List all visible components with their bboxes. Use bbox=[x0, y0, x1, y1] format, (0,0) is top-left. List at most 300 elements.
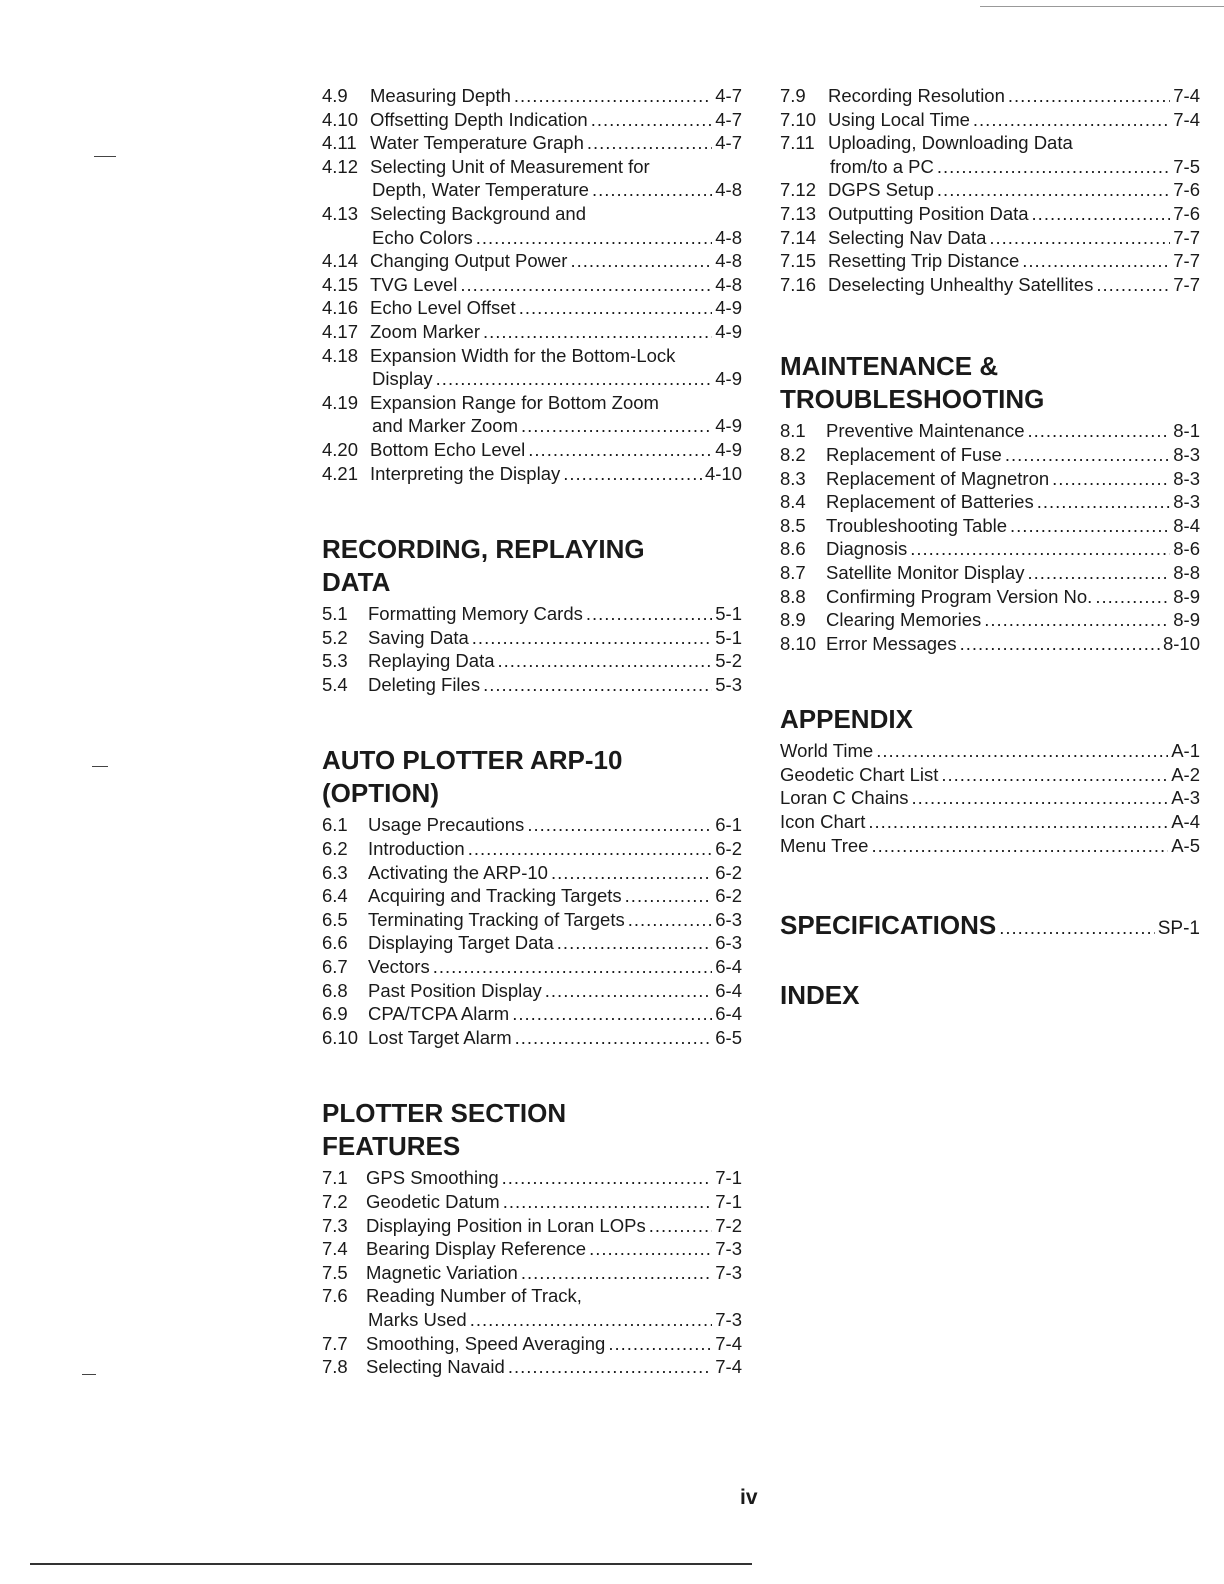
dot-leader bbox=[876, 739, 1168, 763]
toc-entry[interactable] bbox=[322, 391, 742, 438]
entry-title: Error Messages bbox=[826, 632, 957, 654]
entry-page: 6-3 bbox=[715, 908, 742, 930]
dot-leader bbox=[508, 1355, 712, 1379]
dot-leader bbox=[649, 1214, 713, 1238]
entry-page: 8-9 bbox=[1173, 609, 1200, 631]
entry-number: 7.5 bbox=[322, 1261, 348, 1283]
entry-title: Smoothing, Speed Averaging bbox=[366, 1332, 606, 1354]
dot-leader bbox=[937, 155, 1170, 179]
entry-number: 4.11 bbox=[322, 132, 357, 154]
toc-entry[interactable] bbox=[780, 131, 1200, 178]
dot-leader bbox=[973, 108, 1170, 132]
entry-title: and Marker Zoom bbox=[372, 415, 518, 437]
entry-title: Bottom Echo Level bbox=[370, 438, 526, 460]
dot-leader bbox=[589, 1237, 712, 1261]
entry-title: Formatting Memory Cards bbox=[368, 603, 583, 625]
toc-entry[interactable] bbox=[322, 602, 742, 626]
entry-number: 6.3 bbox=[322, 861, 348, 883]
dot-leader bbox=[591, 108, 713, 132]
dot-leader bbox=[470, 1308, 713, 1332]
toc-entry[interactable] bbox=[780, 810, 1200, 834]
entry-title: Using Local Time bbox=[828, 108, 970, 130]
dot-leader bbox=[586, 602, 712, 626]
entry-number: 7.10 bbox=[780, 108, 817, 130]
entry-number: 7.14 bbox=[780, 226, 817, 248]
dot-leader bbox=[868, 810, 1168, 834]
chapter4-list bbox=[322, 84, 742, 485]
entry-page: A-2 bbox=[1171, 763, 1200, 785]
entry-title: Preventive Maintenance bbox=[826, 420, 1025, 442]
entry-title: Terminating Tracking of Targets bbox=[368, 908, 625, 930]
section-appendix bbox=[780, 703, 1200, 857]
entry-number: 7.4 bbox=[322, 1238, 348, 1260]
entry-page: 8-1 bbox=[1173, 420, 1200, 442]
entry-title: Replaying Data bbox=[368, 650, 495, 672]
entry-title: Icon Chart bbox=[780, 811, 866, 833]
entry-number: 6.8 bbox=[322, 979, 348, 1001]
entry-number: 7.13 bbox=[780, 202, 817, 224]
plotter-list bbox=[322, 1166, 742, 1378]
entry-number: 4.20 bbox=[322, 438, 359, 460]
toc-entry[interactable] bbox=[322, 884, 742, 908]
toc-entry[interactable] bbox=[780, 443, 1200, 467]
entry-title: Marks Used bbox=[368, 1308, 467, 1330]
toc-entry[interactable] bbox=[322, 202, 742, 249]
entry-page: A-5 bbox=[1171, 834, 1200, 856]
dot-leader bbox=[587, 131, 712, 155]
entry-page: 4-8 bbox=[715, 226, 742, 248]
toc-entry[interactable] bbox=[322, 1214, 742, 1238]
entry-page: A-4 bbox=[1171, 811, 1200, 833]
toc-entry[interactable] bbox=[780, 561, 1200, 585]
entry-title: Zoom Marker bbox=[370, 320, 480, 342]
entry-title: Clearing Memories bbox=[826, 609, 982, 631]
toc-entry[interactable] bbox=[780, 608, 1200, 632]
dot-leader bbox=[1022, 249, 1170, 273]
entry-number: 4.10 bbox=[322, 108, 359, 130]
toc-entry[interactable] bbox=[322, 649, 742, 673]
entry-number: 7.12 bbox=[780, 179, 817, 201]
entry-page: 4-7 bbox=[715, 85, 742, 106]
toc-entry[interactable] bbox=[322, 1002, 742, 1026]
dot-leader bbox=[937, 178, 1170, 202]
dot-leader bbox=[460, 273, 712, 297]
toc-entry-specifications[interactable]: SPECIFICATIONS ..... SP-1 bbox=[780, 909, 1200, 945]
entry-page: 4-8 bbox=[715, 273, 742, 295]
toc-entry[interactable] bbox=[322, 1237, 742, 1261]
entry-title: Usage Precautions bbox=[368, 814, 525, 836]
section-heading: AUTO PLOTTER ARP-10 (OPTION) bbox=[322, 745, 623, 809]
entry-title: Depth, Water Temperature bbox=[372, 179, 589, 201]
entry-page: 6-1 bbox=[715, 814, 742, 836]
dot-leader bbox=[1096, 273, 1170, 297]
dot-leader bbox=[528, 438, 712, 462]
entry-title: GPS Smoothing bbox=[366, 1167, 499, 1189]
toc-entry[interactable] bbox=[780, 84, 1200, 108]
entry-page: 7-2 bbox=[715, 1214, 742, 1236]
entry-title: Replacement of Magnetron bbox=[826, 467, 1050, 489]
entry-title: Selecting Unit of Measurement for bbox=[370, 155, 650, 177]
section-heading: MAINTENANCE & TROUBLESHOOTING bbox=[780, 351, 1045, 415]
toc-left-column bbox=[322, 84, 742, 1379]
toc-entry[interactable] bbox=[322, 462, 742, 486]
toc-entry[interactable] bbox=[322, 108, 742, 132]
entry-title: Outputting Position Data bbox=[828, 202, 1029, 224]
toc-entry[interactable] bbox=[322, 813, 742, 837]
entry-page: 8-3 bbox=[1173, 443, 1200, 465]
entry-title: DGPS Setup bbox=[828, 179, 934, 201]
entry-number: 5.4 bbox=[322, 673, 348, 695]
toc-entry[interactable] bbox=[780, 763, 1200, 787]
entry-number: 8.2 bbox=[780, 443, 806, 465]
entry-title: Selecting Nav Data bbox=[828, 226, 987, 248]
dot-leader bbox=[984, 608, 1170, 632]
toc-entry[interactable] bbox=[780, 834, 1200, 858]
entry-page: 6-2 bbox=[715, 838, 742, 860]
appendix-list bbox=[780, 739, 1200, 857]
entry-number: 7.2 bbox=[322, 1191, 348, 1212]
dot-leader bbox=[563, 462, 702, 486]
entry-title: Measuring Depth bbox=[370, 85, 511, 106]
dot-leader bbox=[592, 178, 712, 202]
entry-title: Offsetting Depth Indication bbox=[370, 108, 588, 130]
toc-entry[interactable] bbox=[322, 979, 742, 1003]
entry-title: Selecting Background and bbox=[370, 202, 586, 224]
entry-number: 4.9 bbox=[322, 85, 348, 106]
entry-title: Magnetic Variation bbox=[366, 1261, 518, 1283]
entry-title: Saving Data bbox=[368, 626, 469, 648]
dot-leader bbox=[941, 763, 1168, 787]
entry-title: from/to a PC bbox=[830, 155, 934, 177]
bottom-rule bbox=[30, 1563, 752, 1565]
toc-entry[interactable] bbox=[780, 537, 1200, 561]
toc-entry[interactable] bbox=[322, 1261, 742, 1285]
entry-page: 4-9 bbox=[715, 320, 742, 342]
entry-title: Confirming Program Version No. bbox=[826, 585, 1093, 607]
dot-leader bbox=[433, 955, 713, 979]
entry-number: 5.2 bbox=[322, 626, 348, 648]
entry-title: Expansion Range for Bottom Zoom bbox=[370, 391, 659, 413]
toc-entry[interactable] bbox=[780, 585, 1200, 609]
entry-number: 6.9 bbox=[322, 1003, 348, 1025]
entry-number: 7.8 bbox=[322, 1356, 348, 1378]
dot-leader bbox=[521, 1261, 712, 1285]
toc-entry[interactable] bbox=[322, 131, 742, 155]
entry-title: Changing Output Power bbox=[370, 250, 568, 272]
entry-page: 6-3 bbox=[715, 932, 742, 954]
entry-number: 6.2 bbox=[322, 838, 348, 860]
entry-title: Bearing Display Reference bbox=[366, 1238, 587, 1260]
dot-leader bbox=[483, 673, 712, 697]
toc-entry-index[interactable]: INDEX bbox=[780, 980, 860, 1011]
dot-leader bbox=[1010, 514, 1170, 538]
entry-page: 7-4 bbox=[715, 1356, 742, 1378]
entry-number: 8.5 bbox=[780, 514, 806, 536]
dot-leader bbox=[557, 931, 712, 955]
scan-mark bbox=[92, 766, 108, 767]
entry-number: 4.18 bbox=[322, 344, 359, 366]
entry-page: 7-1 bbox=[715, 1191, 742, 1212]
entry-page: 5-1 bbox=[715, 603, 742, 625]
entry-page: 4-9 bbox=[715, 368, 742, 390]
dot-leader bbox=[519, 296, 713, 320]
dot-leader bbox=[545, 979, 712, 1003]
entry-page: 7-7 bbox=[1173, 250, 1200, 272]
entry-number: 7.16 bbox=[780, 273, 817, 295]
entry-number: 8.8 bbox=[780, 585, 806, 607]
dot-leader bbox=[483, 320, 712, 344]
section-recording bbox=[322, 533, 742, 696]
entry-title: Echo Colors bbox=[372, 226, 473, 248]
entry-title: Uploading, Downloading Data bbox=[828, 132, 1073, 154]
toc-entry[interactable] bbox=[322, 861, 742, 885]
toc-entry[interactable] bbox=[322, 273, 742, 297]
entry-title: Troubleshooting Table bbox=[826, 514, 1008, 536]
entry-title: TVG Level bbox=[370, 273, 458, 295]
entry-number: 4.19 bbox=[322, 391, 359, 413]
section-heading: APPENDIX bbox=[780, 704, 913, 735]
entry-number: 5.3 bbox=[322, 650, 348, 672]
entry-number: 7.7 bbox=[322, 1332, 348, 1354]
entry-page: 5-2 bbox=[715, 650, 742, 672]
entry-number: 8.1 bbox=[780, 420, 806, 442]
toc-entry[interactable] bbox=[322, 1026, 742, 1050]
toc-entry[interactable] bbox=[780, 786, 1200, 810]
dot-leader bbox=[1008, 84, 1170, 108]
entry-title: Loran C Chains bbox=[780, 787, 909, 809]
entry-number: 7.3 bbox=[322, 1214, 348, 1236]
toc-entry[interactable] bbox=[322, 626, 742, 650]
entry-page: 8-9 bbox=[1173, 585, 1200, 607]
toc-entry[interactable] bbox=[322, 1284, 742, 1331]
dot-leader bbox=[521, 414, 712, 438]
entry-page: 7-4 bbox=[715, 1332, 742, 1354]
entry-title: World Time bbox=[780, 740, 874, 762]
entry-number: 4.14 bbox=[322, 250, 359, 272]
entry-number: 7.15 bbox=[780, 250, 817, 272]
toc-entry[interactable] bbox=[780, 419, 1200, 443]
entry-page: 7-4 bbox=[1173, 85, 1200, 106]
maintenance-list bbox=[780, 419, 1200, 655]
toc-entry[interactable] bbox=[780, 226, 1200, 250]
entry-page: 4-9 bbox=[715, 438, 742, 460]
dot-leader bbox=[436, 367, 713, 391]
entry-page: 6-4 bbox=[715, 956, 742, 978]
entry-page: 4-10 bbox=[704, 462, 742, 484]
page-number: iv bbox=[740, 1486, 758, 1509]
dot-leader bbox=[628, 908, 713, 932]
dot-leader bbox=[1095, 585, 1170, 609]
entry-number: 7.11 bbox=[780, 132, 815, 154]
entry-page: 4-9 bbox=[715, 415, 742, 437]
entry-title: Deleting Files bbox=[368, 673, 481, 695]
toc-entry[interactable] bbox=[780, 739, 1200, 763]
toc-entry[interactable] bbox=[780, 178, 1200, 202]
entry-number: 6.10 bbox=[322, 1026, 359, 1048]
entry-title: Menu Tree bbox=[780, 834, 869, 856]
toc-entry[interactable] bbox=[322, 84, 742, 108]
entry-title: Geodetic Datum bbox=[366, 1191, 500, 1212]
entry-title: Water Temperature Graph bbox=[370, 132, 584, 154]
entry-number: 6.7 bbox=[322, 956, 348, 978]
entry-page: 6-4 bbox=[715, 1003, 742, 1025]
entry-number: 5.1 bbox=[322, 603, 348, 625]
entry-title: Acquiring and Tracking Targets bbox=[368, 885, 622, 907]
entry-title: Selecting Navaid bbox=[366, 1356, 505, 1378]
toc-entry[interactable] bbox=[322, 1332, 742, 1356]
toc-entry[interactable] bbox=[780, 249, 1200, 273]
entry-title: Past Position Display bbox=[368, 979, 542, 1001]
dot-leader bbox=[1032, 202, 1171, 226]
entry-page: 6-4 bbox=[715, 979, 742, 1001]
toc-entry[interactable] bbox=[322, 438, 742, 462]
dot-leader bbox=[570, 249, 712, 273]
scan-mark bbox=[82, 1374, 96, 1375]
entry-page: 5-1 bbox=[715, 626, 742, 648]
dot-leader bbox=[502, 1166, 713, 1190]
entry-page: 8-4 bbox=[1173, 514, 1200, 536]
entry-page: 6-5 bbox=[715, 1026, 742, 1048]
entry-title: Expansion Width for the Bottom-Lock bbox=[370, 344, 676, 366]
toc-entry[interactable] bbox=[322, 320, 742, 344]
entry-page: A-3 bbox=[1171, 787, 1200, 809]
entry-number: 8.7 bbox=[780, 561, 806, 583]
entry-page: 7-3 bbox=[715, 1261, 742, 1283]
scan-mark bbox=[94, 156, 116, 157]
dot-leader bbox=[608, 1332, 712, 1356]
entry-page: 7-4 bbox=[1173, 108, 1200, 130]
entry-title: Interpreting the Display bbox=[370, 462, 561, 484]
toc-entry[interactable] bbox=[322, 296, 742, 320]
entry-number: 7.6 bbox=[322, 1285, 348, 1307]
entry-title: Reading Number of Track, bbox=[366, 1285, 582, 1307]
entry-title: Echo Level Offset bbox=[370, 297, 516, 319]
entry-page: 8-8 bbox=[1173, 561, 1200, 583]
entry-page: 7-1 bbox=[715, 1167, 742, 1189]
entry-title: Displaying Position in Loran LOPs bbox=[366, 1214, 646, 1236]
section-maintenance bbox=[780, 350, 1200, 655]
entry-number: 4.17 bbox=[322, 320, 359, 342]
entry-number: 8.3 bbox=[780, 467, 806, 489]
toc-entry[interactable] bbox=[780, 514, 1200, 538]
section-heading: RECORDING, REPLAYING DATA bbox=[322, 534, 645, 598]
entry-title: Replacement of Batteries bbox=[826, 491, 1034, 513]
entry-page: 7-6 bbox=[1173, 202, 1200, 224]
entry-title: Display bbox=[372, 368, 433, 390]
toc-entry[interactable] bbox=[322, 155, 742, 202]
dot-leader bbox=[625, 884, 713, 908]
entry-title: Activating the ARP-10 bbox=[368, 861, 548, 883]
toc-right-column bbox=[780, 84, 1200, 1012]
toc-entry[interactable] bbox=[322, 1190, 742, 1214]
dot-leader bbox=[989, 226, 1170, 250]
toc-entry[interactable] bbox=[322, 1355, 742, 1379]
dot-leader bbox=[512, 1002, 712, 1026]
dot-leader bbox=[527, 813, 712, 837]
entry-number: 7.1 bbox=[322, 1167, 348, 1189]
entry-page: 7-3 bbox=[715, 1238, 742, 1260]
entry-page: A-1 bbox=[1171, 740, 1200, 762]
dot-leader bbox=[551, 861, 712, 885]
toc-entry[interactable] bbox=[780, 273, 1200, 297]
dot-leader bbox=[515, 1026, 713, 1050]
entry-title: Vectors bbox=[368, 956, 430, 978]
dot-leader bbox=[1005, 443, 1170, 467]
toc-entry[interactable] bbox=[780, 490, 1200, 514]
entry-number: 4.16 bbox=[322, 297, 359, 319]
toc-entry[interactable] bbox=[322, 1166, 742, 1190]
toc-entry[interactable] bbox=[322, 931, 742, 955]
recording-list bbox=[322, 602, 742, 696]
entry-page: 8-6 bbox=[1173, 538, 1200, 560]
entry-number: 4.21 bbox=[322, 462, 359, 484]
dot-leader bbox=[468, 837, 713, 861]
entry-page: 6-2 bbox=[715, 861, 742, 883]
entry-page: 8-3 bbox=[1173, 467, 1200, 489]
entry-number: 8.6 bbox=[780, 538, 806, 560]
entry-page: 8-3 bbox=[1173, 491, 1200, 513]
dot-leader bbox=[1037, 490, 1171, 514]
dot-leader bbox=[912, 786, 1169, 810]
entry-number: 6.5 bbox=[322, 908, 348, 930]
entry-number: 8.4 bbox=[780, 491, 806, 513]
entry-page: 7-5 bbox=[1173, 155, 1200, 177]
entry-page: 4-8 bbox=[715, 179, 742, 201]
entry-title: Replacement of Fuse bbox=[826, 443, 1002, 465]
section-heading: PLOTTER SECTION FEATURES bbox=[322, 1098, 567, 1162]
entry-page: 6-2 bbox=[715, 885, 742, 907]
entry-page: 5-3 bbox=[715, 673, 742, 695]
toc-entry[interactable] bbox=[322, 344, 742, 391]
entry-number: 6.6 bbox=[322, 932, 348, 954]
entry-page: 7-7 bbox=[1173, 226, 1200, 248]
entry-number: 4.13 bbox=[322, 202, 359, 224]
toc-entry[interactable] bbox=[780, 467, 1200, 491]
dot-leader bbox=[472, 626, 712, 650]
entry-title: Introduction bbox=[368, 838, 465, 860]
dot-leader bbox=[960, 632, 1160, 656]
entry-page: 7-7 bbox=[1173, 273, 1200, 295]
entry-page: 4-7 bbox=[715, 132, 742, 154]
toc-entry[interactable] bbox=[780, 202, 1200, 226]
section-plotter bbox=[322, 1097, 742, 1378]
chapter7-list bbox=[780, 84, 1200, 296]
toc-entry[interactable] bbox=[780, 108, 1200, 132]
toc-entry[interactable] bbox=[322, 955, 742, 979]
toc-entry[interactable] bbox=[322, 249, 742, 273]
dot-leader bbox=[1052, 467, 1170, 491]
dot-leader bbox=[910, 537, 1170, 561]
entry-title: CPA/TCPA Alarm bbox=[368, 1003, 510, 1025]
entry-number: 8.9 bbox=[780, 609, 806, 631]
entry-page: 7-6 bbox=[1173, 179, 1200, 201]
toc-entry[interactable] bbox=[322, 837, 742, 861]
toc-entry[interactable] bbox=[322, 908, 742, 932]
entry-number: 4.12 bbox=[322, 155, 359, 177]
dot-leader bbox=[1027, 561, 1170, 585]
entry-page: 4-9 bbox=[715, 297, 742, 319]
entry-title: Diagnosis bbox=[826, 538, 908, 560]
entry-title: Deselecting Unhealthy Satellites bbox=[828, 273, 1094, 295]
entry-title: Satellite Monitor Display bbox=[826, 561, 1025, 583]
toc-entry[interactable] bbox=[322, 673, 742, 697]
entry-number: 8.10 bbox=[780, 632, 817, 654]
dot-leader bbox=[871, 834, 1168, 858]
entry-page: 4-7 bbox=[715, 108, 742, 130]
entry-number: 4.15 bbox=[322, 273, 359, 295]
entry-title: Geodetic Chart List bbox=[780, 763, 939, 785]
toc-entry[interactable] bbox=[780, 632, 1200, 656]
